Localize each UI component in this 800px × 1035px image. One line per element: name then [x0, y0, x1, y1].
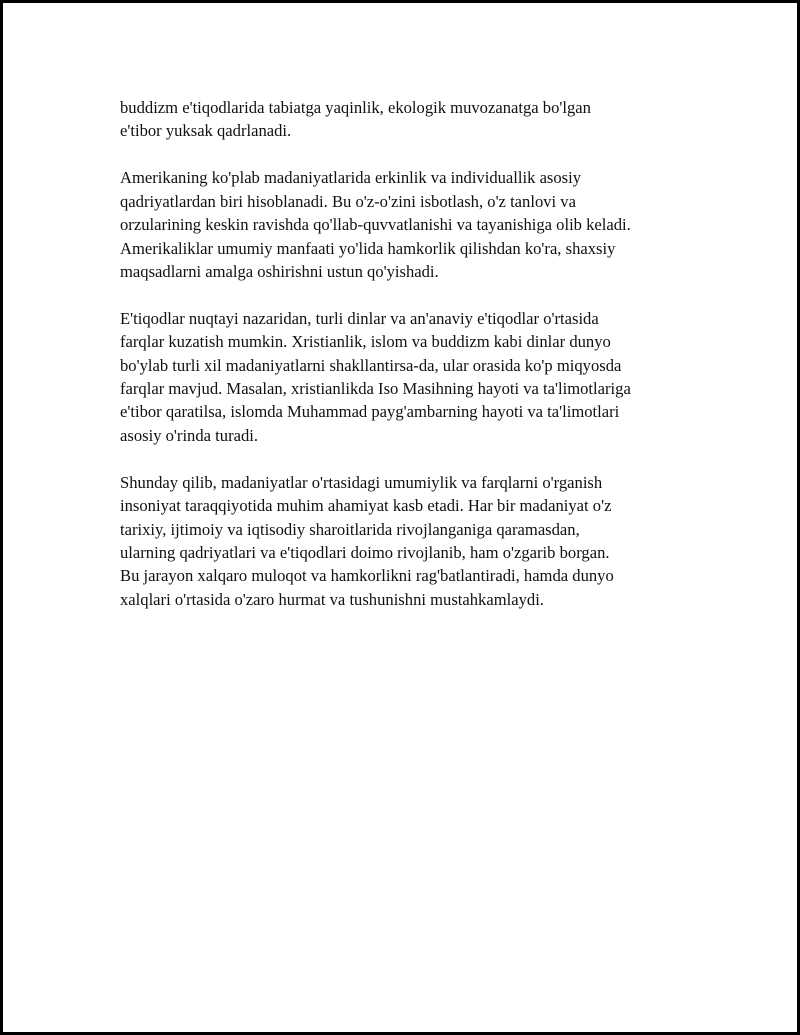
text-line: bo'ylab turli xil madaniyatlarni shakllantirsa-da, ular orasida ko'p miqyosda	[120, 355, 622, 375]
paragraph-1	[120, 96, 705, 143]
paragraph-4	[120, 471, 705, 611]
text-line: qadriyatlardan biri hisoblanadi. Bu o'z-o'zini isbotlash, o'z tanlovi va	[120, 191, 576, 211]
text-line: buddizm e'tiqodlarida tabiatga yaqinlik, ekologik muvozanatga bo'lgan	[120, 98, 591, 117]
text-line: farqlar mavjud. Masalan, xristianlikda Iso Masihning hayoti va ta'limotlariga	[120, 379, 631, 399]
text-line: Shunday qilib, madaniyatlar o'rtasidagi umumiylik va farqlarni o'rganish	[120, 472, 603, 492]
text-line: ularning qadriyatlari va e'tiqodlari doimo rivojlanib, ham o'zgarib borgan.	[120, 543, 610, 562]
text-line: insoniyat taraqqiyotida muhim ahamiyat kasb etadi. Har bir madaniyat o'z	[120, 496, 612, 516]
text-line: maqsadlarni amalga oshirishni ustun qo'yishadi.	[120, 261, 439, 281]
text-line: e'tibor yuksak qadrlanadi.	[120, 121, 292, 141]
text-line: tarixiy, ijtimoiy va iqtisodiy sharoitlarida rivojlanganiga qaramasdan,	[120, 519, 580, 539]
text-line: asosiy o'rinda turadi.	[120, 425, 259, 445]
text-line: E'tiqodlar nuqtayi nazaridan, turli dinlar va an'anaviy e'tiqodlar o'rtasida	[120, 308, 599, 328]
text-line: Amerikaning ko'plab madaniyatlarida erkinlik va individuallik asosiy	[120, 168, 582, 188]
text-line: e'tibor qaratilsa, islomda Muhammad payg'ambarning hayoti va ta'limotlari	[120, 402, 620, 422]
text-line: farqlar kuzatish mumkin. Xristianlik, islom va buddizm kabi dinlar dunyo	[120, 332, 611, 352]
text-line: Amerikaliklar umumiy manfaati yo'lida hamkorlik qilishdan ko'ra, shaxsiy	[120, 238, 616, 258]
text-line: orzularining keskin ravishda qo'llab-quvvatlanishi va tayanishiga olib keladi.	[120, 215, 631, 235]
document-body	[120, 96, 705, 635]
text-line: xalqlari o'rtasida o'zaro hurmat va tushunishni mustahkamlaydi.	[120, 589, 544, 609]
paragraph-2	[120, 166, 705, 283]
text-line: Bu jarayon xalqaro muloqot va hamkorlikni rag'batlantiradi, hamda dunyo	[120, 566, 614, 586]
paragraph-3	[120, 307, 705, 447]
